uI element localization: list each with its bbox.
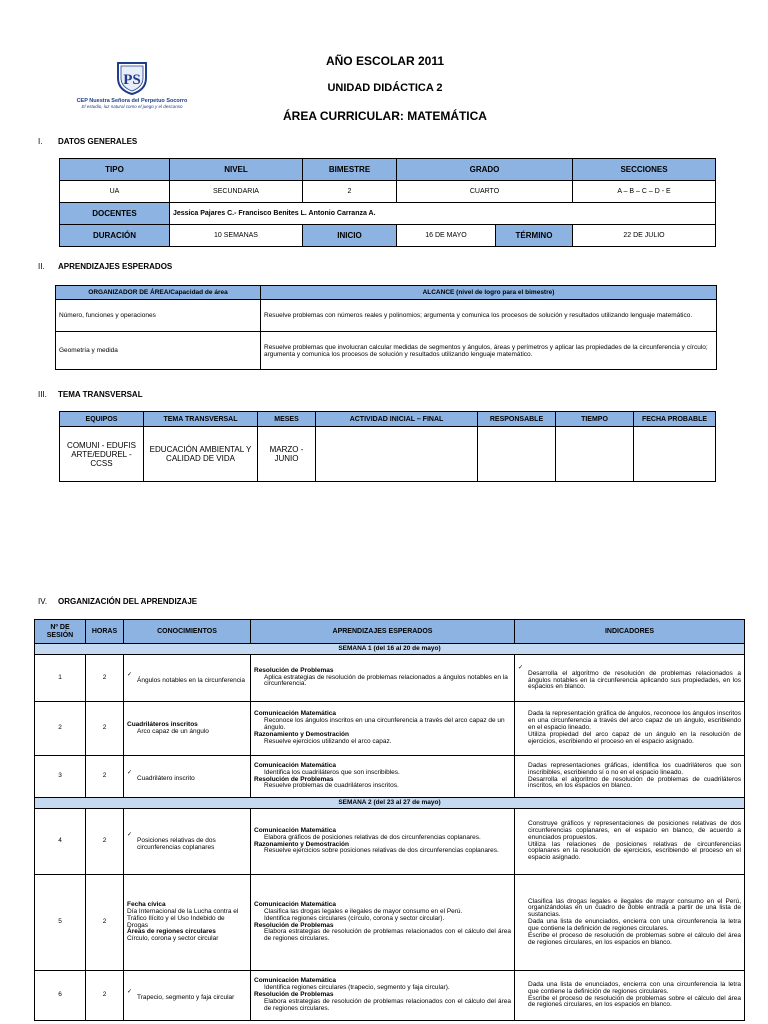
tiempo-cell (556, 427, 634, 482)
label-inicio: INICIO (303, 225, 397, 247)
indicadores-cell: Construye gráficos y representaciones de posiciones relativas de dos circunferencias coplanares, en el espacio en blanco, de acuerdo a enunciados propuestos. Utiliza las relaciones de posiciones relativas de circunferencias coplanares en la resolución de ejercicios, escribiendo el proceso en el espacio asignado. (515, 809, 745, 875)
school-year-title: AÑO ESCOLAR 2011 (325, 54, 445, 68)
table-row (35, 809, 745, 875)
horas-cell: 2 (86, 809, 124, 875)
unit-title: UNIDAD DIDÁCTICA 2 (327, 82, 443, 94)
alcance-cell: Resuelve problemas que involucran calcular medidas de segmentos y ángulos, áreas y perímetros y aplicar las propiedades de la circunferencia y círculo; argumenta y comunica los procesos de solución y resultados utilizando lenguaje matemático. (261, 332, 717, 370)
header-fecha: FECHA PROBABLE (634, 412, 716, 427)
meses-cell: MARZO - JUNIO (258, 427, 316, 482)
organizador-cell: Geometría y medida (56, 332, 261, 370)
sesion-cell: 6 (35, 971, 86, 1021)
header-organizador: ORGANIZADOR DE ÁREA/Capacidad de área (56, 286, 261, 300)
alcance-cell: Resuelve problemas con números reales y polinomios; argumenta y comunica los procesos de solución y resultados utilizando lenguaje matemático. (261, 300, 717, 332)
check-icon: ✓ (127, 671, 133, 678)
aprendizajes-cell: Comunicación Matemática Reconoce los ángulos inscritos en una circunferencia a través del arco capaz de un ángulo. Razonamiento y Demostración Resuelve ejercicios utilizando el arco capaz. (251, 702, 515, 756)
value-bimestre: 2 (303, 181, 397, 203)
school-logo (62, 60, 202, 109)
indicadores-cell: Clasifica las drogas legales e ilegales de mayor consumo en el Perú, organizándolas en un cuadro de doble entrada a partir de una lista de sustancias. Dada una lista de enunciados, encierra con una circunferencia la letra que contiene la definición de regiones circulares. Escribe el proceso de resolución de problemas sobre el cálculo del área de regiones circulares, en los espacios en blanco. (515, 875, 745, 971)
horas-cell: 2 (86, 756, 124, 798)
value-grado: CUARTO (397, 181, 573, 203)
sesion-cell: 3 (35, 756, 86, 798)
check-icon: ✓ (127, 770, 133, 777)
week-2-band: SEMANA 2 (del 23 al 27 de mayo) (35, 798, 745, 809)
header-actividad: ACTIVIDAD INICIAL – FINAL (316, 412, 478, 427)
check-icon: ✓ (127, 989, 133, 996)
check-icon: ✓ (518, 664, 524, 671)
section-heading-transversal: III. TEMA TRANSVERSAL (38, 390, 143, 399)
value-docentes: Jessica Pajares C.- Francisco Benites L. Antonio Carranza A. (170, 203, 716, 225)
horas-cell: 2 (86, 702, 124, 756)
header-nivel: NIVEL (170, 159, 303, 181)
header-bimestre: BIMESTRE (303, 159, 397, 181)
header-meses: MESES (258, 412, 316, 427)
aprendizajes-cell: Comunicación Matemática Identifica los cuadriláteros que son inscribibles. Resolución de Problemas Resuelve problemas de cuadriláteros inscritos. (251, 756, 515, 798)
area-title: ÁREA CURRICULAR: MATEMÁTICA (283, 109, 487, 123)
conocimientos-cell: Cuadriláteros inscritos Arco capaz de un ángulo (124, 702, 251, 756)
actividad-cell (316, 427, 478, 482)
label-termino: TÉRMINO (496, 225, 573, 247)
horas-cell: 2 (86, 971, 124, 1021)
section-heading-organizacion: IV. ORGANIZACIÓN DEL APRENDIZAJE (38, 597, 198, 606)
equipos-cell: COMUNI - EDUFIS ARTE/EDUREL - CCSS (60, 427, 144, 482)
fecha-cell (634, 427, 716, 482)
sesion-cell: 2 (35, 702, 86, 756)
logo-letters: PS (123, 72, 141, 88)
horas-cell: 2 (86, 875, 124, 971)
table-row (35, 655, 745, 702)
header-horas: HORAS (86, 620, 124, 644)
tema-transversal-table (59, 411, 716, 482)
document-titles (200, 54, 570, 123)
header-alcance: ALCANCE (nivel de logro para el bimestre) (261, 286, 717, 300)
table-row (35, 756, 745, 798)
header-responsable: RESPONSABLE (478, 412, 556, 427)
header-grado: GRADO (397, 159, 573, 181)
header-secciones: SECCIONES (573, 159, 716, 181)
value-tipo: UA (60, 181, 170, 203)
indicadores-cell: Dadas representaciones gráficas, identifica los cuadriláteros que son inscribibles, escribiendo sí o no en el espacio lineado. Desarrolla el algoritmo de resolución de problemas de cuadriláteros inscritos, en los espacios en blanco. (515, 756, 745, 798)
label-docentes: DOCENTES (60, 203, 170, 225)
aprendizajes-cell: Comunicación Matemática Clasifica las drogas legales e ilegales de mayor consumo en el Perú. Identifica regiones circulares (círculo, corona y sector circular). Resolución de Problemas Elabora estrategias de resolución de problemas relacionados con el cálculo del área de regiones circulares. (251, 875, 515, 971)
aprendizajes-cell: Comunicación Matemática Identifica regiones circulares (trapecio, segmento y faja circular). Resolución de Problemas Elabora estrategias de resolución de problemas relacionados con el cálculo del área de regiones circulares. (251, 971, 515, 1021)
tema-cell: EDUCACIÓN AMBIENTAL Y CALIDAD DE VIDA (144, 427, 258, 482)
conocimientos-cell: ✓ Cuadrilátero inscrito (124, 756, 251, 798)
check-icon: ✓ (127, 831, 133, 838)
school-name: CEP Nuestra Señora del Perpetuo Socorro (76, 98, 188, 104)
conocimientos-cell: ✓ Trapecio, segmento y faja circular (124, 971, 251, 1021)
school-motto: El estudio, luz natural como el juego y el descanso (81, 104, 183, 109)
header-indicadores: INDICADORES (515, 620, 745, 644)
table-row (35, 702, 745, 756)
aprendizajes-esperados-table (55, 285, 717, 370)
header-tipo: TIPO (60, 159, 170, 181)
aprendizajes-cell: Resolución de Problemas Aplica estrategias de resolución de problemas relacionados a ángulos notables en la circunferencia. (251, 655, 515, 702)
value-duracion: 10 SEMANAS (170, 225, 303, 247)
aprendizajes-cell: Comunicación Matemática Elabora gráficos de posiciones relativas de dos circunferencias coplanares. Razonamiento y Demostración Resuelve ejercicios sobre posiciones relativas de dos circunferencias coplanares. (251, 809, 515, 875)
week-1-band: SEMANA 1 (del 16 al 20 de mayo) (35, 644, 745, 655)
datos-generales-table (59, 158, 716, 247)
header-tema: TEMA TRANSVERSAL (144, 412, 258, 427)
sesion-cell: 1 (35, 655, 86, 702)
value-inicio: 16 DE MAYO (397, 225, 496, 247)
header-aprendizajes: APRENDIZAJES ESPERADOS (251, 620, 515, 644)
value-nivel: SECUNDARIA (170, 181, 303, 203)
table-row (35, 971, 745, 1021)
indicadores-cell: Dada una lista de enunciados, encierra con una circunferencia la letra que contiene la definición de regiones circulares. Escribe el proceso de resolución de problemas sobre el cálculo del área de regiones circulares, en los espacios en blanco. (515, 971, 745, 1021)
label-duracion: DURACIÓN (60, 225, 170, 247)
sesion-cell: 5 (35, 875, 86, 971)
header-conocimientos: CONOCIMIENTOS (124, 620, 251, 644)
table-row (56, 300, 717, 332)
sesion-cell: 4 (35, 809, 86, 875)
shield-icon (112, 60, 152, 96)
organizador-cell: Número, funciones y operaciones (56, 300, 261, 332)
section-heading-datos: I. DATOS GENERALES (38, 137, 138, 146)
table-row (35, 875, 745, 971)
responsable-cell (478, 427, 556, 482)
header-sesion: Nº DE SESIÓN (35, 620, 86, 644)
organizacion-aprendizaje-table (34, 619, 745, 1021)
section-heading-aprendizajes: II. APRENDIZAJES ESPERADOS (38, 262, 173, 271)
horas-cell: 2 (86, 655, 124, 702)
indicadores-cell: ✓ Desarrolla el algoritmo de resolución de problemas relacionados a ángulos notables en la circunferencia aplicando sus propiedades, en los espacios en blanco. (515, 655, 745, 702)
indicadores-cell: Dada la representación gráfica de ángulos, reconoce los ángulos inscritos en una circunferencia a través del arco capaz de un ángulo, escribiendo en el espacio lineado. Utiliza propiedad del arco capaz de un ángulo en la resolución de ejercicios, escribiendo el proceso en el espacio asignado. (515, 702, 745, 756)
header-equipos: EQUIPOS (60, 412, 144, 427)
conocimientos-cell: ✓ Ángulos notables en la circunferencia (124, 655, 251, 702)
table-row (60, 427, 716, 482)
value-termino: 22 DE JULIO (573, 225, 716, 247)
table-row (56, 332, 717, 370)
conocimientos-cell: Fecha cívica Día Internacional de la Lucha contra el Tráfico Ilícito y el Uso Indebido de Drogas Áreas de regiones circulares Círculo, corona y sector circular (124, 875, 251, 971)
conocimientos-cell: ✓ Posiciones relativas de dos circunferencias coplanares (124, 809, 251, 875)
value-secciones: A – B – C – D - E (573, 181, 716, 203)
header-tiempo: TIEMPO (556, 412, 634, 427)
